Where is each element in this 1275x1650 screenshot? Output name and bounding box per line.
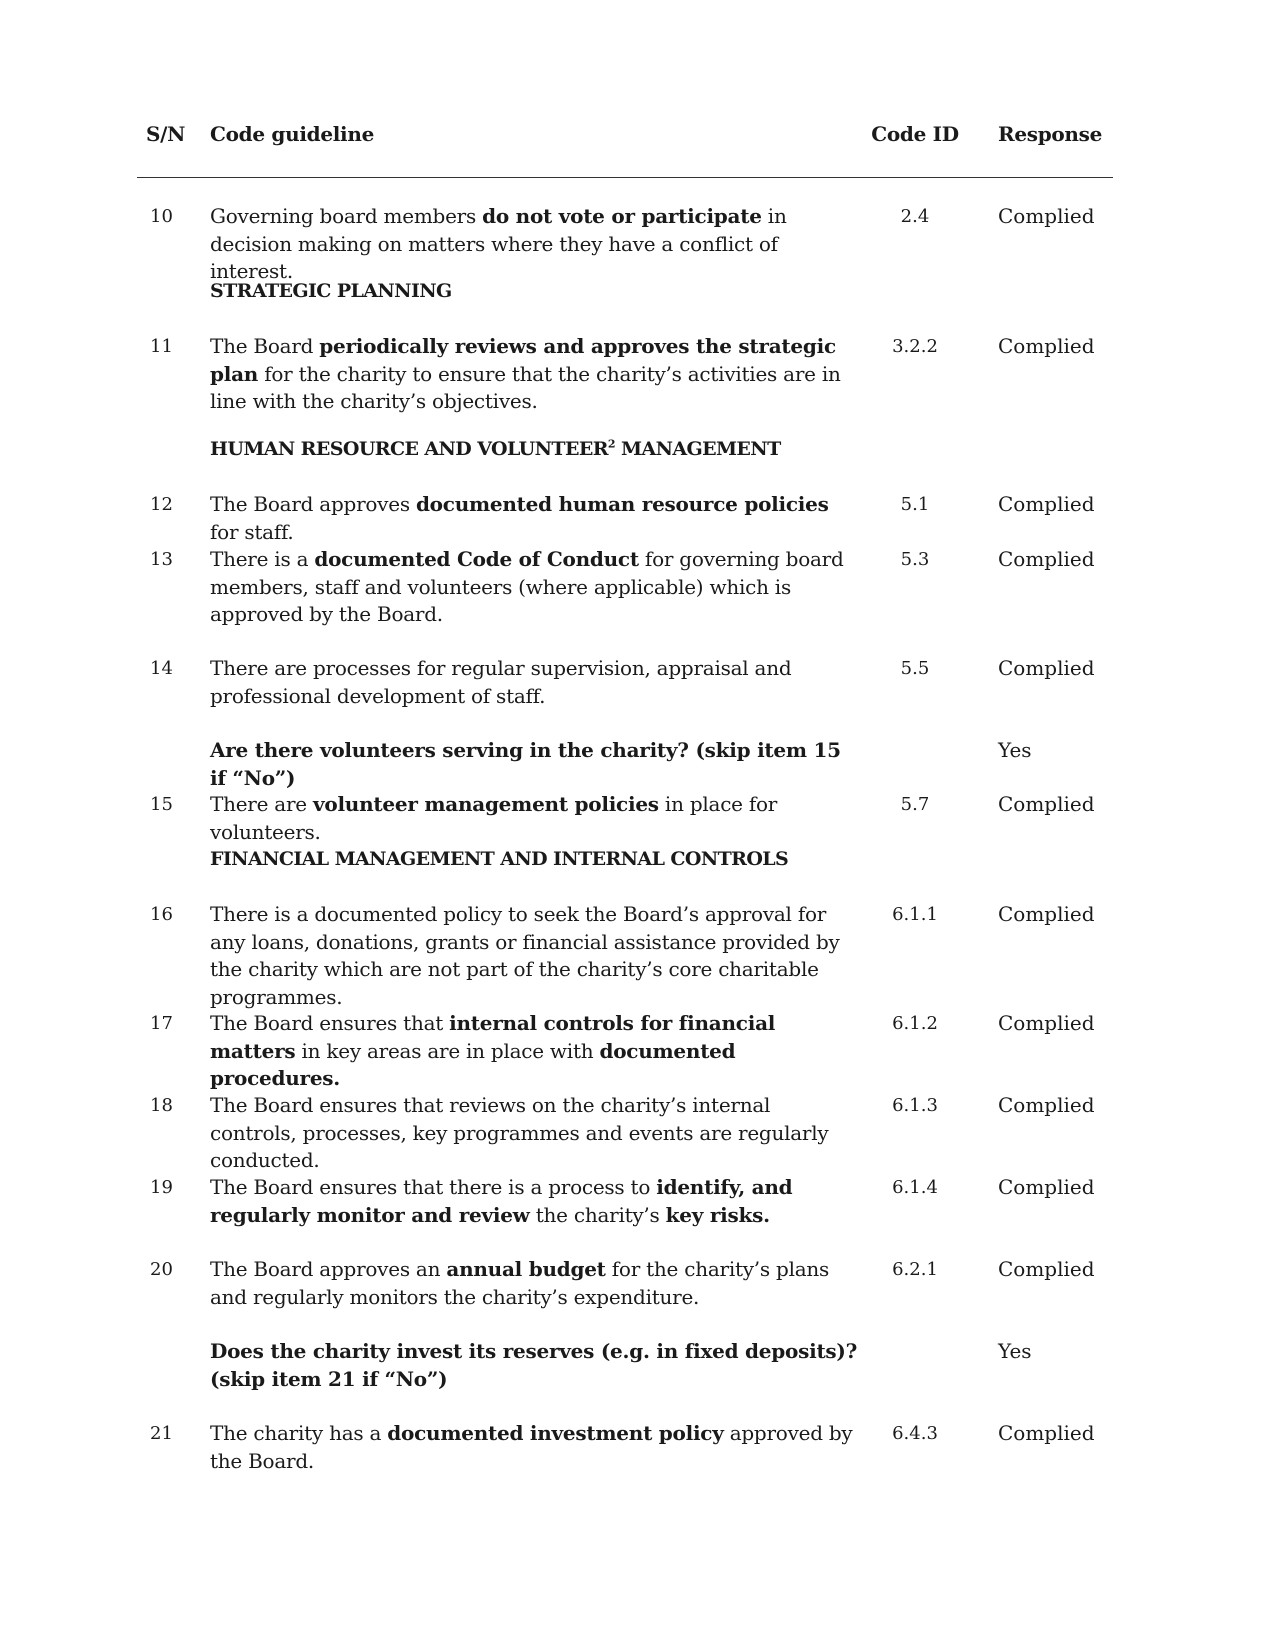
question-text: (skip item 21 if “No”) [210,1366,448,1391]
serial-number: 17 [150,1013,173,1034]
guideline-text [210,546,860,629]
guideline-emphasis: do not vote or participate [482,204,762,228]
guideline-text [210,491,860,546]
section-heading-text: STRATEGIC PLANNING [210,280,452,302]
serial-number: 14 [150,658,173,679]
guideline-segment: The Board approves an [210,1257,447,1281]
section-heading-text: HUMAN RESOURCE AND VOLUNTEER [210,438,608,460]
guideline-segment: in decision making on matters where they have a conflict of interest. [210,204,787,283]
code-id: 3.2.2 [892,336,938,357]
section-heading-text: FINANCIAL MANAGEMENT AND INTERNAL CONTROLS [210,848,789,870]
code-id: 2.4 [900,206,930,227]
header-guideline: Code guideline [210,122,375,146]
guideline-segment: for the charity’s plans and regularly monitors the charity’s expenditure. [210,1257,830,1309]
guideline-text [210,655,860,710]
code-id: 6.1.3 [892,1095,938,1116]
response-value: Complied [998,1011,1095,1035]
serial-number: 11 [150,336,173,357]
guideline-text [210,203,860,286]
header-sn: S/N [146,122,186,146]
response-value: Complied [998,902,1095,926]
response-value: Complied [998,1257,1095,1281]
guideline-text [210,791,860,846]
guideline-segment: There is a [210,547,315,571]
code-id: 6.1.4 [892,1177,938,1198]
guideline-text [210,901,860,1011]
serial-number: 19 [150,1177,173,1198]
screening-question [210,737,860,792]
serial-number: 10 [150,206,173,227]
code-id: 5.5 [900,658,930,679]
guideline-emphasis: documented procedures. [210,1038,736,1090]
header-response: Response [998,122,1103,146]
header-divider [137,177,1113,178]
response-value: Complied [998,547,1095,571]
serial-number: 13 [150,549,173,570]
response-value: Complied [998,334,1095,358]
response-value: Yes [998,738,1032,762]
guideline-text [210,1256,860,1311]
guideline-segment: The Board approves [210,492,416,516]
guideline-emphasis: identify, and regularly monitor and review [210,1175,793,1227]
guideline-text [210,1010,860,1093]
guideline-emphasis: documented Code of Conduct [314,547,639,571]
response-value: Complied [998,656,1095,680]
response-value: Complied [998,492,1095,516]
code-id: 6.1.2 [892,1013,938,1034]
serial-number: 12 [150,494,173,515]
guideline-emphasis: periodically reviews and approves the strategic plan [210,334,836,386]
section-heading-text: MANAGEMENT [614,438,781,460]
guideline-emphasis: documented investment policy [387,1421,724,1445]
response-value: Yes [998,1339,1032,1363]
section-heading [210,278,860,306]
guideline-text [210,1174,860,1229]
guideline-segment: There is a documented policy to seek the Board’s approval for any loans, donations, grants or financial assistance provided by the charity which are not part of the charity’s core charitable programmes. [210,902,840,1009]
code-id: 5.1 [900,494,930,515]
guideline-segment: for the charity to ensure that the charity’s activities are in line with the charity’s objectives. [210,361,841,413]
guideline-segment: the charity’s [529,1202,666,1227]
guideline-emphasis: internal controls for financial matters [210,1011,776,1063]
guideline-text [210,1420,860,1475]
guideline-emphasis: volunteer management policies [313,792,659,816]
response-value: Complied [998,1421,1095,1445]
response-value: Complied [998,204,1095,228]
guideline-segment: The Board ensures that [210,1011,450,1035]
guideline-segment: in key areas are in place with [295,1038,600,1063]
section-heading [210,436,860,464]
header-code-id: Code ID [871,122,959,146]
code-id: 6.2.1 [892,1259,938,1280]
section-heading [210,846,860,874]
serial-number: 16 [150,904,173,925]
guideline-segment: for staff. [210,519,294,544]
guideline-segment: in place for volunteers. [210,792,778,844]
serial-number: 18 [150,1095,173,1116]
serial-number: 15 [150,794,173,815]
guideline-emphasis: documented human resource policies [415,492,829,516]
screening-question [210,1338,860,1393]
serial-number: 21 [150,1423,173,1444]
guideline-segment: The Board ensures that there is a process to [210,1175,657,1199]
code-id: 6.4.3 [892,1423,938,1444]
guideline-segment: There are processes for regular supervision, appraisal and professional development of staff. [210,656,792,708]
guideline-segment: Governing board members [210,204,483,228]
code-id: 5.7 [900,794,930,815]
response-value: Complied [998,1093,1095,1117]
guideline-segment: The Board ensures that reviews on the charity’s internal controls, processes, key programmes and events are regularly conducted. [210,1093,829,1172]
guideline-text [210,1092,860,1175]
serial-number: 20 [150,1259,173,1280]
guideline-segment: There are [210,792,313,816]
question-text: Does the charity invest its reserves (e.g. in fixed deposits)? [210,1339,858,1363]
code-id: 5.3 [900,549,930,570]
code-id: 6.1.1 [892,904,938,925]
guideline-segment: for governing board members, staff and volunteers (where applicable) which is approved by the Board. [210,547,844,626]
response-value: Complied [998,792,1095,816]
guideline-segment: The charity has a [210,1421,388,1445]
guideline-segment: approved by the Board. [210,1421,853,1473]
response-value: Complied [998,1175,1095,1199]
footnote-marker: 2 [607,437,615,451]
guideline-emphasis: annual budget [446,1257,606,1281]
question-text: Are there volunteers serving in the charity? (skip item 15 if “No”) [210,738,841,790]
guideline-emphasis: key risks. [665,1202,770,1227]
guideline-segment: The Board [210,334,320,358]
guideline-text [210,333,860,416]
